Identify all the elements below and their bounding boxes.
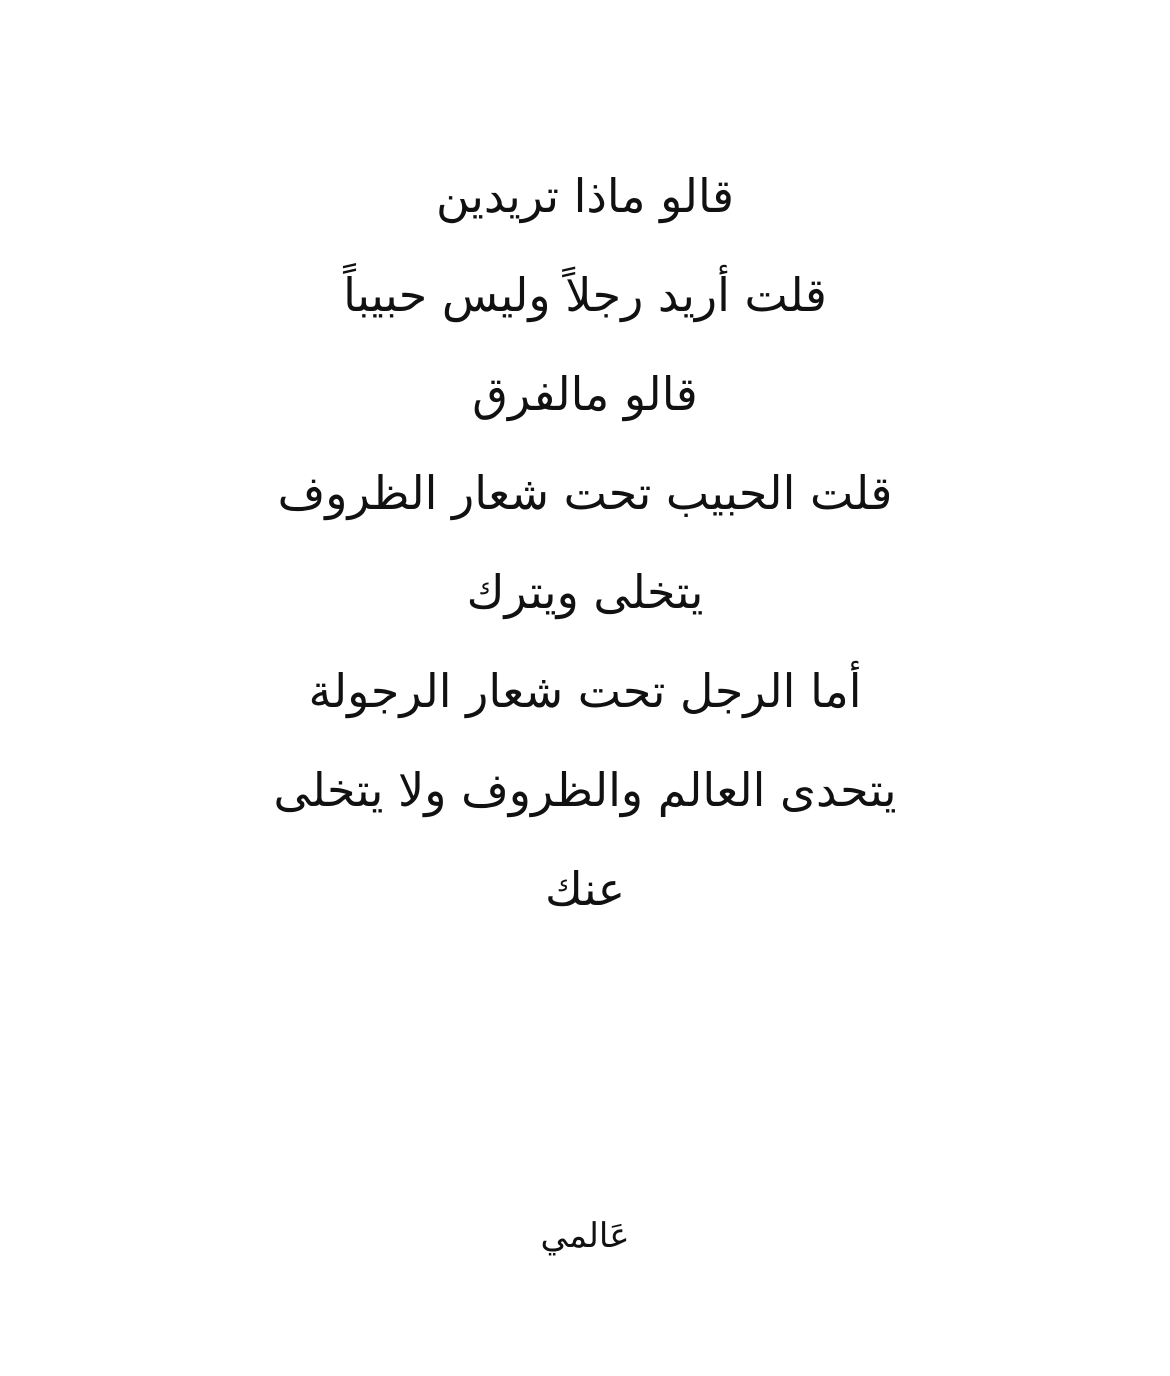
poem-line: قلت الحبيب تحت شعار الظروف — [277, 466, 893, 520]
author-signature: عَالمي — [540, 1216, 630, 1256]
poem-line: أما الرجل تحت شعار الرجولة — [308, 664, 862, 718]
poem-line: يتحدى العالم والظروف ولا يتخلى — [273, 763, 897, 817]
poem-line: قالو مالفرق — [472, 367, 698, 421]
poem-line: عنك — [544, 862, 626, 916]
poem-line: قالو ماذا تريدين — [436, 169, 734, 223]
poem-line: قلت أريد رجلاً وليس حبيباً — [343, 268, 827, 322]
poem-text — [0, 158, 1170, 950]
poem-line: يتخلى ويترك — [466, 565, 704, 619]
